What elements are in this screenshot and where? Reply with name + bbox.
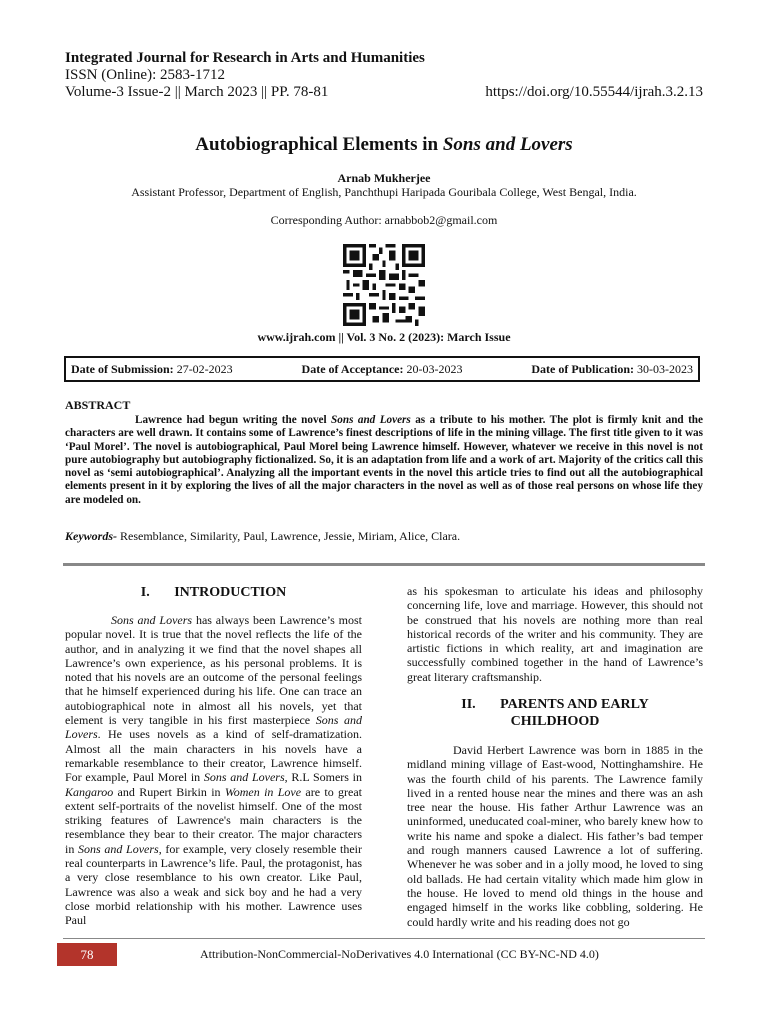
- abstract-heading: ABSTRACT: [65, 398, 131, 412]
- author-affiliation: Assistant Professor, Department of English, Panchthupi Haripada Gouribala College, West Bengal, India.: [131, 185, 637, 199]
- doi-link[interactable]: https://doi.org/10.55544/ijrah.3.2.13: [485, 84, 703, 100]
- corresponding-author: Corresponding Author: arnabbob2@gmail.com: [270, 213, 498, 227]
- journal-title: Integrated Journal for Research in Arts and Humanities: [65, 50, 425, 66]
- license-text: Attribution-NonCommercial-NoDerivatives 4.0 International (CC BY-NC-ND 4.0): [200, 947, 599, 961]
- section-divider: [63, 563, 705, 566]
- paper-title-italic: Sons and Lovers: [442, 134, 573, 155]
- volume-info: Volume-3 Issue-2 || March 2023 || PP. 78-81: [65, 84, 329, 100]
- issn: ISSN (Online): 2583-1712: [65, 67, 225, 83]
- parents-text: David Herbert Lawrence was born in 1885 in the midland mining village of East-wood, Nottinghamshire. He was the fourth child of his parents. The Lawrence family lived in a rented house near the mines and there was an ash tree near the house. His father Arthur Lawrence was an uninformed, uneducated coal-miner, who barely knew how to write his name and spoke a dialect. His father’s bad temper and rough manners caused Lawrence a lot of suffering. Whenever he was sober and in a jolly mood, he loved to sing old ballads. He had certain vitality which made him glow in the house. He loved to mend old things in the house and engaged himself in the works like cobbling, soldering. He could hardly write and his reading does not go: [407, 743, 703, 929]
- paper-title: [0, 134, 768, 156]
- acceptance-date: Date of Acceptance: 20-03-2023: [301, 361, 463, 376]
- introduction-continued: as his spokesman to articulate his ideas and philosophy concerning life, love and marriage. However, this should not be construed that his novels are nothing more than real historical records of the writer and his community. They are artistic fictions in which reality, art and imagination are successfully combined together in the hand of Lawrence’s great literary craftsmanship.: [407, 584, 703, 684]
- parents-heading: II. PARENTS AND EARLY CHILDHOOD: [461, 697, 649, 729]
- footer-divider: [63, 938, 705, 939]
- paper-title-prefix: Autobiographical Elements in: [195, 134, 443, 155]
- introduction-text: Sons and Lovers has always been Lawrence’s most popular novel. It is true that the novel reflects the life of the author, and in analyzing it we find that the novel shapes all Lawrence’s own experience, as his personal problems. It is noted that his novels are an outcome of the personal feelings that he himself experienced during his life. One can trace an autobiographical note in almost all his novels, yet that element is very tangible in his first masterpiece Sons and Lovers. He uses novels as a kind of self-dramatization. Almost all the main characters in his novels have a remarkable resemblance to their creator, Lawrence himself. For example, Paul Morel in Sons and Lovers, R.L Somers in Kangaroo and Rupert Birkin in Women in Love are to great extent self-portraits of the novelist himself. One of the most striking features of Lawrence's main characters is the resemblance they bear to their creator. The major characters in Sons and Lovers, for example, very closely resemble their real counterparts in Lawrence’s life. Paul, the protagonist, has a very close resemblance to his own creator. Like Paul, Lawrence was also a weak and sick boy and he had a very close morbid relationship with his mother. Lawrence uses Paul: [65, 613, 363, 928]
- abstract-text: Lawrence had begun writing the novel Sons and Lovers as a tribute to his mother. The plot is firmly knit and the characters are well drawn. It contains some of Lawrence’s finest descriptions of life in the mining village. The first title given to it was ‘Paul Morel’. The novel is autobiographical, Paul Morel being Lawrence himself. However, whatever we receive in this novel is not pure autobiography but autobiography fictionalized. So, it is an adaptation from life and a work of art. Majority of the critics call this novel as ‘semi autobiographical’. Analyzing all the important events in the novel this article tries to find out all the autobiographical elements present in it by exploring the lives of all the major characters in the novel as well as of those real persons on whose life they are modeled on.: [65, 414, 703, 506]
- keywords: Keywords- Resemblance, Similarity, Paul, Lawrence, Jessie, Miriam, Alice, Clara.: [65, 529, 461, 543]
- author-name: Arnab Mukherjee: [337, 171, 431, 185]
- dates-box: [64, 356, 700, 382]
- introduction-heading: I. INTRODUCTION: [140, 585, 287, 600]
- issue-line: www.ijrah.com || Vol. 3 No. 2 (2023): March Issue: [257, 330, 511, 344]
- publication-date: Date of Publication: 30-03-2023: [531, 361, 693, 376]
- submission-date: Date of Submission: 27-02-2023: [71, 361, 233, 376]
- qr-code-icon: [343, 244, 425, 326]
- page-number-badge: 78: [57, 943, 117, 966]
